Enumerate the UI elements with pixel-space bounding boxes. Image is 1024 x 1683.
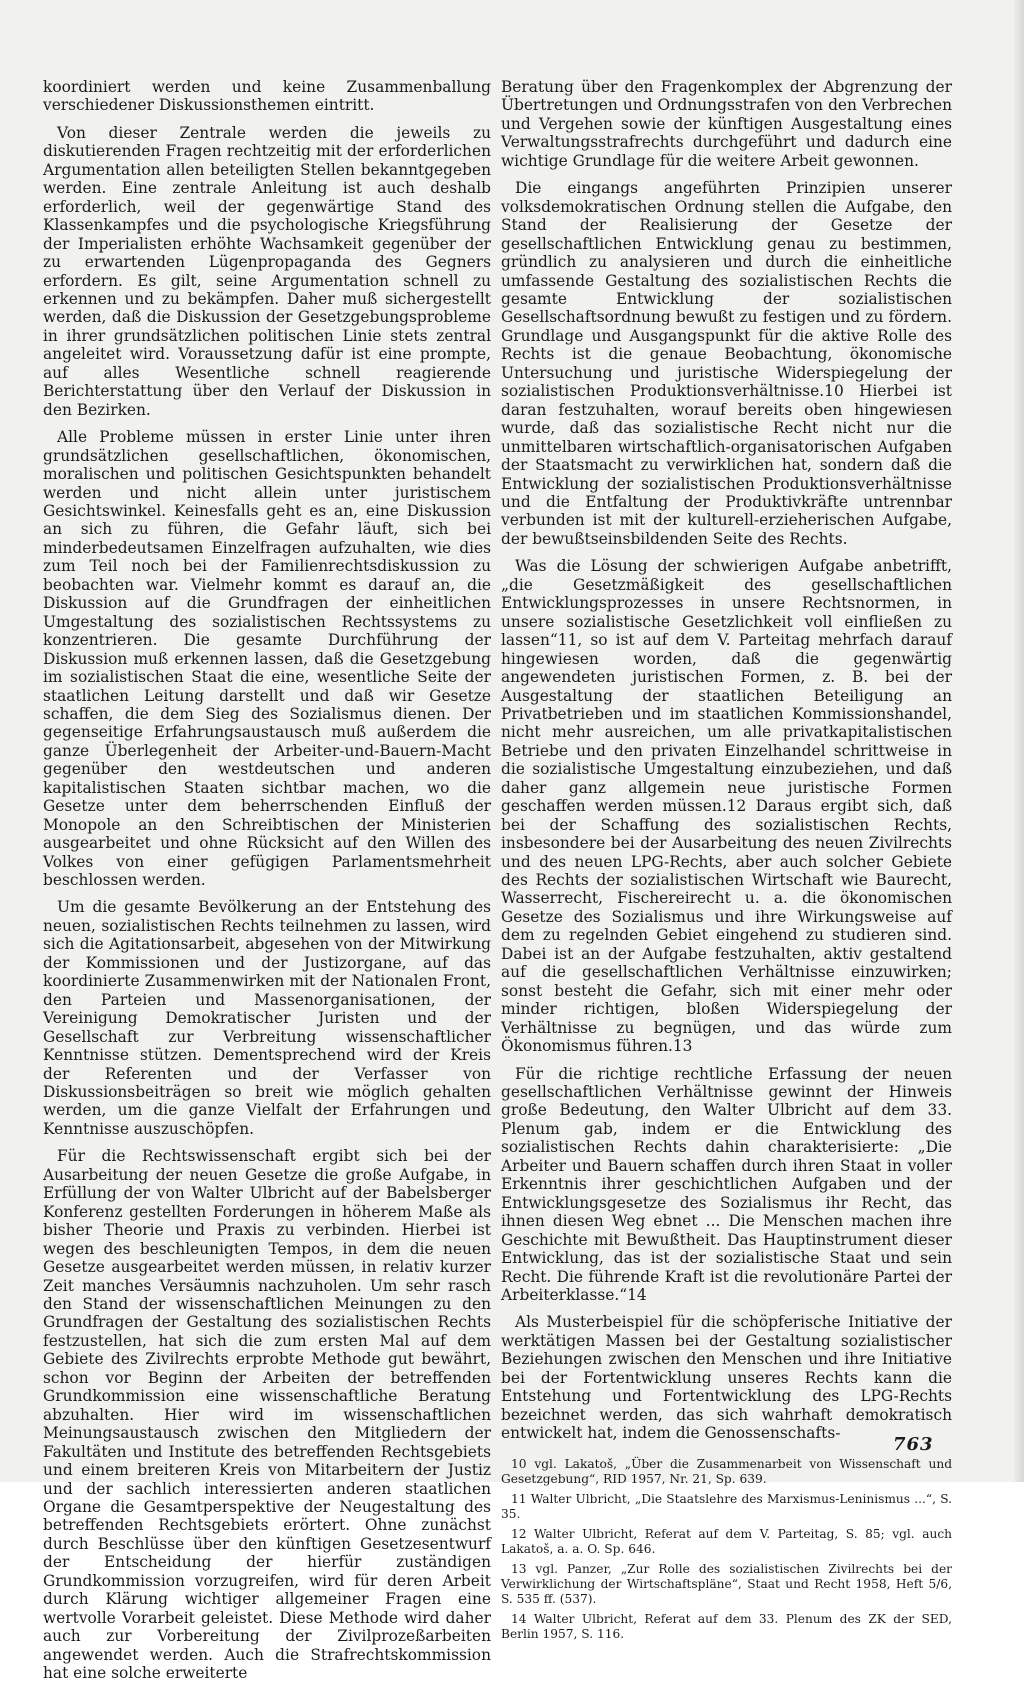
paragraph: Für die richtige rechtliche Erfassung der neuen gesellschaftlichen Verhältnisse gewinnt der Hinweis große Bedeutung, den Walter Ulbricht auf dem 33. Plenum gab, indem er die Entwicklung des sozialistischen Rechts dahin charakterisierte: „Die Arbeiter und Bauern schaffen durch ihren Staat in voller Erkenntnis ihrer geschichtlichen Aufgaben und der Entwicklungsgesetze des Sozialismus ihr Recht, das ihnen diesen Weg ebnet ... Die Menschen machen ihre Geschichte mit Bewußtheit. Das Hauptinstrument dieser Entwicklung, das ist der sozialistische Staat und sein Recht. Die führende Kraft ist die revolutionäre Partei der Arbeiterklasse.“14 xyxy=(501,1064,952,1304)
paragraph: Um die gesamte Bevölkerung an der Entstehung des neuen, sozialistischen Rechts teilnehmen zu lassen, wird sich die Agitationsarbeit, abgesehen von der Mitwirkung der Kommissionen und der Justizorgane, auf das koordinierte Zusammenwirken mit der Nationalen Front, den Parteien und Massenorganisationen, der Vereinigung Demokratischer Juristen und der Gesellschaft zur Verbreitung wissenschaftlicher Kenntnisse stützen. Dementsprechend wird der Kreis der Referenten und der Verfasser von Diskussionsbeiträgen so breit wie möglich gehalten werden, um die ganze Vielfalt der Erfahrungen und Kenntnisse auszuschöpfen. xyxy=(43,898,491,1138)
left-column xyxy=(43,78,491,1683)
paragraph: Von dieser Zentrale werden die jeweils zu diskutierenden Fragen rechtzeitig mit der erforderlichen Argumentation allen beteiligten Stellen bekanntgegeben werden. Eine zentrale Anleitung ist auch deshalb erforderlich, weil der gegenwärtige Stand des Klassenkampfes und die psychologische Kriegsführung der Imperialisten erhöhte Wachsamkeit gegenüber der zu erwartenden Lügenpropaganda des Gegners erfordern. Es gilt, seine Argumentation schnell zu erkennen und zu bekämpfen. Daher muß sichergestellt werden, daß die Diskussion der Gesetzgebungsprobleme in ihrer grundsätzlichen politischen Linie stets zentral angeleitet wird. Voraussetzung dafür ist eine prompte, auf alles Wesentliche schnell reagierende Berichterstattung über den Verlauf der Diskussion in den Bezirken. xyxy=(43,123,491,419)
footnote: 12 Walter Ulbricht, Referat auf dem V. Parteitag, S. 85; vgl. auch Lakatoš, a. a. O. Sp. 646. xyxy=(501,1526,952,1556)
paragraph: Für die Rechtswissenschaft ergibt sich bei der Ausarbeitung der neuen Gesetze die große Aufgabe, in Erfüllung der von Walter Ulbricht auf der Babelsberger Konferenz gestellten Forderungen in höherem Maße als bisher Theorie und Praxis zu verbinden. Hierbei ist wegen des beschleunigten Tempos, in dem die neuen Gesetze ausgearbeitet werden müssen, in relativ kurzer Zeit manches Versäumnis nachzuholen. Um sehr rasch den Stand der wissenschaftlichen Meinungen zu den Grundfragen der Gestaltung des sozialistischen Rechts festzustellen, hat sich die zum ersten Mal auf dem Gebiete des Zivilrechts erprobte Methode gut bewährt, schon vor Beginn der Arbeiten der betreffenden Grundkommission eine wissenschaftliche Beratung abzuhalten. Hier wird im wissenschaftlichen Meinungsaustausch zwischen den Mitgliedern der Fakultäten und Institute des betreffenden Rechtsgebiets und einem breiteren Kreis von Mitarbeitern der Justiz und der sachlich interessierten anderen staatlichen Organe die Gesamtperspektive der Neugestaltung des betreffenden Rechtsgebiets erörtert. Ohne zunächst durch Beschlüsse über den künftigen Gesetzesentwurf der Entscheidung der hierfür zuständigen Grundkommission vorzugreifen, wird für deren Arbeit durch Klärung wichtiger allgemeiner Fragen eine wertvolle Vorarbeit geleistet. Diese Methode wird daher auch zur Vorbereitung der Zivilprozeßarbeiten angewendet werden. Auch die Strafrechtskommission hat eine solche erweiterte xyxy=(43,1147,491,1683)
footnote: 10 vgl. Lakatoš, „Über die Zusammenarbeit von Wissenschaft und Gesetzgebung“, RID 1957, Nr. 21, Sp. 639. xyxy=(501,1456,952,1486)
paragraph: Als Musterbeispiel für die schöpferische Initiative der werktätigen Massen bei der Gestaltung sozialistischer Beziehungen zwischen den Menschen und ihre Initiative bei der Fortentwicklung unseres Rechts kann die Entstehung und Fortentwicklung des LPG-Rechts bezeichnet werden, das sich wahrhaft demokratisch entwickelt hat, indem die Genossenschafts- xyxy=(501,1313,952,1443)
page-edge-shadow xyxy=(1014,0,1024,1482)
paragraph: Alle Probleme müssen in erster Linie unter ihren grundsätzlichen gesellschaftlichen, ökonomischen, moralischen und politischen Gesichtspunkten behandelt werden und nicht allein unter juristischem Gesichtswinkel. Keinesfalls geht es an, eine Diskussion an sich zu führen, die Gefahr läuft, sich bei minderbedeutsamen Einzelfragen aufzuhalten, wie dies zum Teil noch bei der Familienrechtsdiskussion zu beobachten war. Vielmehr kommt es darauf an, die Diskussion auf die Grundfragen der einheitlichen Umgestaltung des sozialistischen Rechtssystems zu konzentrieren. Die gesamte Durchführung der Diskussion muß erkennen lassen, daß die Gesetzgebung im sozialistischen Staat die eine, wesentliche Seite der staatlichen Leitung darstellt und daß wir Gesetze schaffen, die dem Sieg des Sozialismus dienen. Der gegenseitige Erfahrungsaustausch muß außerdem die ganze Überlegenheit der Arbeiter-und-Bauern-Macht gegenüber den westdeutschen und anderen kapitalistischen Staaten sichtbar machen, wo die Gesetze unter dem beherrschenden Einfluß der Monopole an den Schreibtischen der Ministerien ausgearbeitet und ohne Rücksicht auf den Willen des Volkes von einer gefügigen Parlamentsmehrheit beschlossen werden. xyxy=(43,428,491,890)
paragraph: Beratung über den Fragenkomplex der Abgrenzung der Übertretungen und Ordnungsstrafen von den Verbrechen und Vergehen sowie der künftigen Ausgestaltung eines Verwaltungsstrafrechts durchgeführt und dadurch eine wichtige Grundlage für die weitere Arbeit gewonnen. xyxy=(501,78,952,170)
footnotes xyxy=(501,1457,952,1642)
right-column xyxy=(501,78,952,1647)
footnote: 14 Walter Ulbricht, Referat auf dem 33. Plenum des ZK der SED, Berlin 1957, S. 116. xyxy=(501,1611,952,1641)
paragraph: Was die Lösung der schwierigen Aufgabe anbetrifft, „die Gesetzmäßigkeit des gesellschaftlichen Entwicklungsprozesses in unsere Rechtsnormen, in unsere sozialistische Gesetzlichkeit voll einfließen zu lassen“11, so ist auf dem V. Parteitag mehrfach darauf hingewiesen worden, daß die gegenwärtig angewendeten juristischen Formen, z. B. bei der Ausgestaltung der staatlichen Beteiligung an Privatbetrieben und im staatlichen Kommissionshandel, nicht mehr ausreichen, um alle privatkapitalistischen Betriebe und den privaten Einzelhandel schrittweise in die sozialistische Umgestaltung einzubeziehen, und daß daher ganz allgemein neue juristische Formen geschaffen werden müssen.12 Daraus ergibt sich, daß bei der Schaffung des sozialistischen Rechts, insbesondere bei der Ausarbeitung des neuen Zivilrechts und des neuen LPG-Rechts, aber auch solcher Gebiete des Rechts der sozialistischen Wirtschaft wie Baurecht, Wasserrecht, Fischereirecht u. a. die ökonomischen Gesetze des Sozialismus und ihre Wirkungsweise auf dem zu regelnden Gebiet eingehend zu studieren sind. Dabei ist an der Aufgabe festzuhalten, aktiv gestaltend auf die gesellschaftlichen Verhältnisse einzuwirken; sonst besteht die Gefahr, sich mit einer mehr oder minder richtigen, bloßen Widerspiegelung der Verhältnisse zu begnügen, und das würde zum Ökonomismus führen.13 xyxy=(501,557,952,1056)
footnote: 11 Walter Ulbricht, „Die Staatslehre des Marxismus-Leninismus ...“, S. 35. xyxy=(501,1491,952,1521)
footnote: 13 vgl. Panzer, „Zur Rolle des sozialistischen Zivilrechts bei der Verwirklichung der Wirtschaftspläne“, Staat und Recht 1958, Heft 5/6, S. 535 ff. (537). xyxy=(501,1561,952,1606)
page-number: 763 xyxy=(893,1434,934,1455)
paragraph: koordiniert werden und keine Zusammenballung verschiedener Diskussionsthemen eintritt. xyxy=(43,78,491,115)
paragraph: Die eingangs angeführten Prinzipien unserer volksdemokratischen Ordnung stellen die Aufgabe, den Stand der Realisierung der Gesetze der gesellschaftlichen Entwicklung genau zu bestimmen, gründlich zu analysieren und durch die einheitliche umfassende Gestaltung des sozialistischen Rechts die gesamte Entwicklung der sozialistischen Gesellschaftsordnung bewußt zu festigen und zu fördern. Grundlage und Ausgangspunkt für die aktive Rolle des Rechts ist die genaue Beobachtung, ökonomische Untersuchung und juristische Widerspiegelung der sozialistischen Produktionsverhältnisse.10 Hierbei ist daran festzuhalten, worauf bereits oben hingewiesen wurde, daß das sozialistische Recht nicht nur die unmittelbaren wirtschaftlich-organisatorischen Aufgaben der Staatsmacht zu verwirklichen hat, sondern daß die Entwicklung der sozialistischen Produktionsverhältnisse und die Entfaltung der Produktivkräfte untrennbar verbunden ist mit der kulturell-erzieherischen Aufgabe, der bewußtseinsbildenden Seite des Rechts. xyxy=(501,179,952,548)
